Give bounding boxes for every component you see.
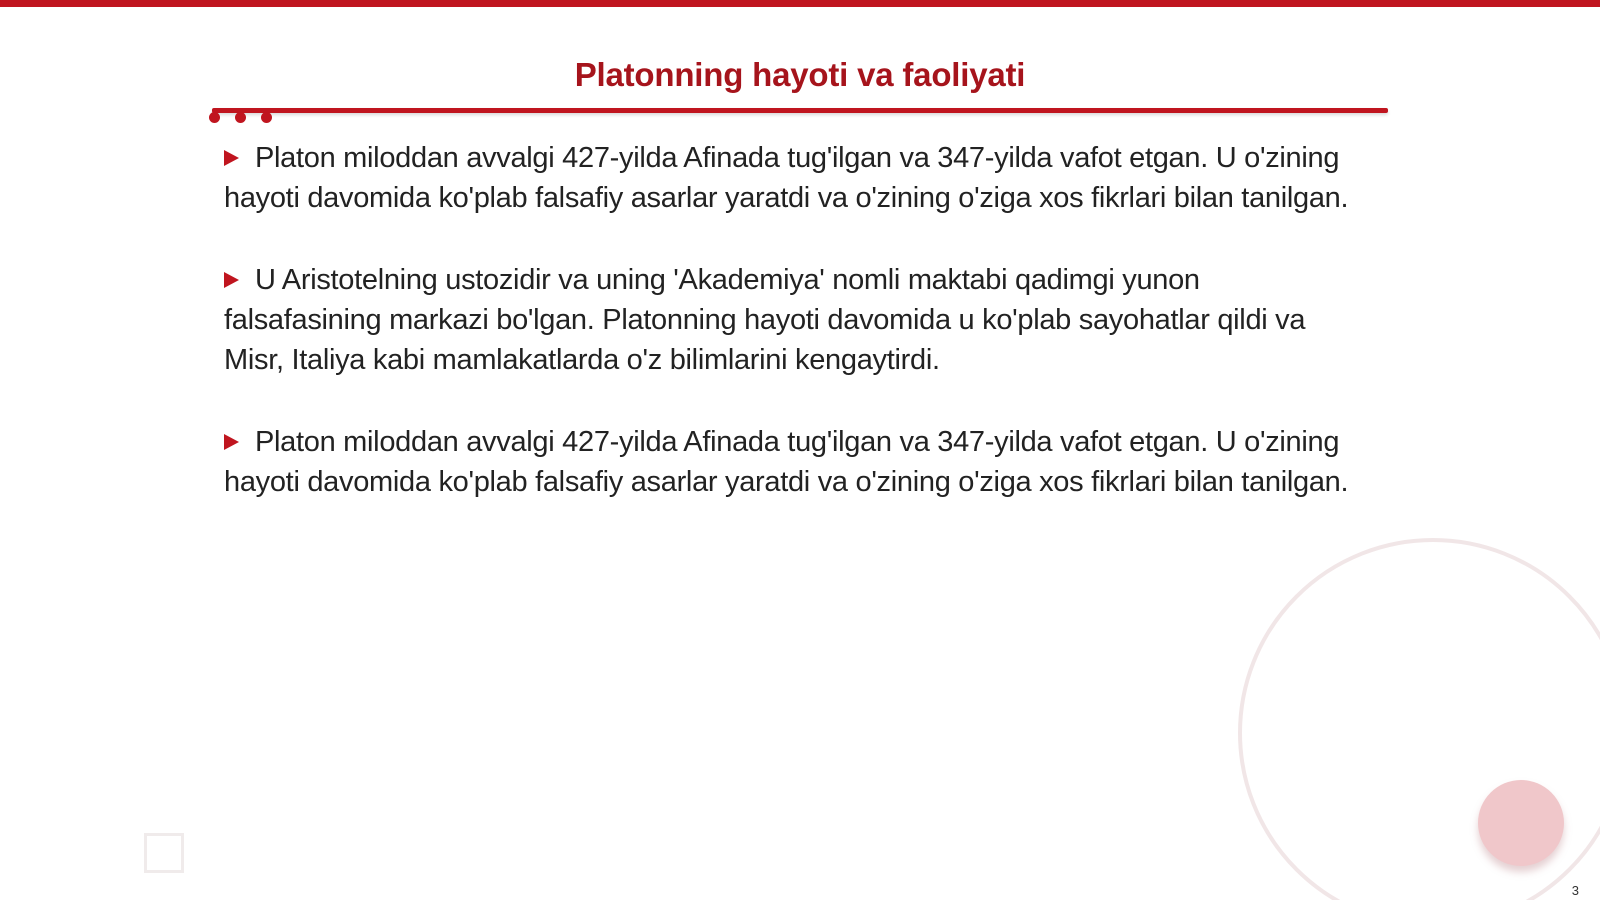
decorative-square bbox=[144, 833, 184, 873]
decorative-dot bbox=[235, 112, 246, 123]
slide-title: Platonning hayoti va faoliyati bbox=[574, 56, 1026, 93]
bullet-text: U Aristotelning ustozidir va uning 'Akademiya' nomli maktabi qadimgi yunon falsafasining markazi bo'lgan. Platonning hayoti davomida u ko'plab sayohatlar qildi va Misr, Italiya kabi mamlakatlarda o'z bilimlarini kengaytirdi. bbox=[224, 264, 1306, 376]
triangle-right-icon bbox=[224, 272, 239, 288]
triangle-right-icon bbox=[224, 434, 239, 450]
bullet-text: Platon miloddan avvalgi 427-yilda Afinada tug'ilgan va 347-yilda vafot etgan. U o'zining hayoti davomida ko'plab falsafiy asarlar yaratdi va o'zining o'ziga xos fikrlari bilan tanilgan. bbox=[224, 426, 1349, 498]
triangle-right-icon bbox=[224, 150, 239, 166]
bullet-item bbox=[224, 138, 1364, 218]
decorative-dot bbox=[209, 112, 220, 123]
bullet-item bbox=[224, 260, 1364, 380]
top-accent-bar bbox=[0, 0, 1600, 7]
page-number: 3 bbox=[1571, 883, 1579, 898]
decorative-dot bbox=[261, 112, 272, 123]
bullet-item bbox=[224, 422, 1364, 502]
bullet-list bbox=[224, 138, 1364, 544]
title-underline bbox=[212, 108, 1388, 113]
bullet-text: Platon miloddan avvalgi 427-yilda Afinada tug'ilgan va 347-yilda vafot etgan. U o'zining hayoti davomida ko'plab falsafiy asarlar yaratdi va o'zining o'ziga xos fikrlari bilan tanilgan. bbox=[224, 142, 1349, 214]
decorative-circle bbox=[1478, 780, 1564, 866]
